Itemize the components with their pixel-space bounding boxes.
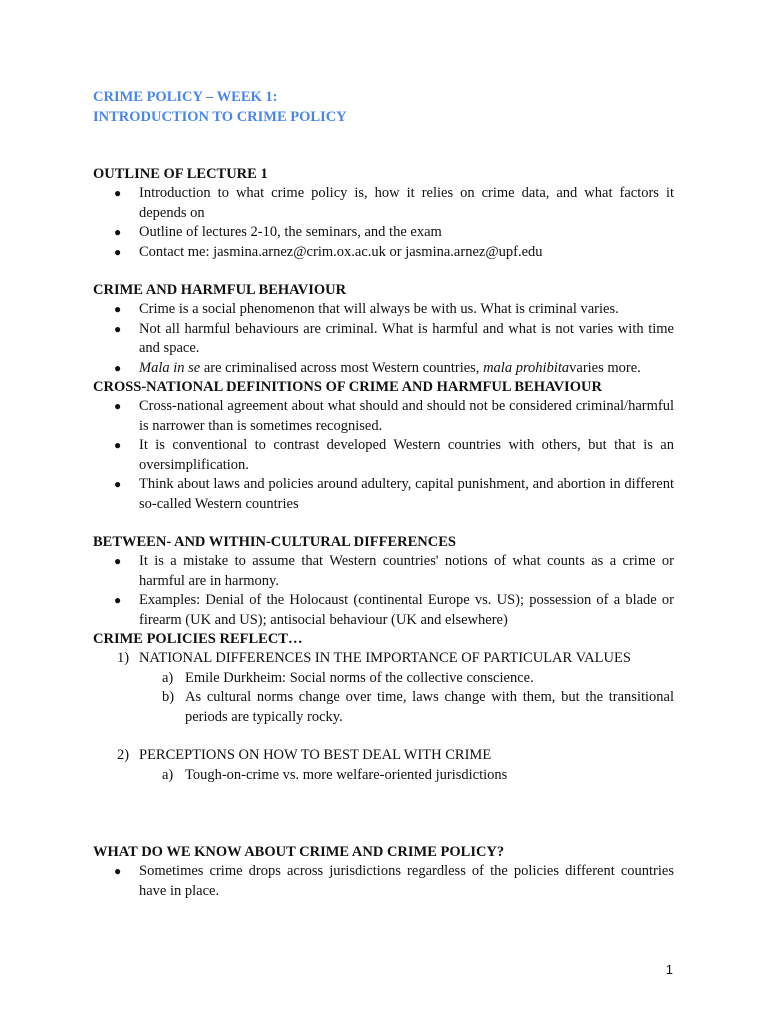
- title-line-2: INTRODUCTION TO CRIME POLICY: [93, 109, 347, 125]
- numbered-item: [93, 746, 674, 766]
- sub-item-text: Emile Durkheim: Social norms of the collective conscience.: [185, 669, 534, 686]
- know-list: [93, 862, 674, 901]
- section-heading-outline: OUTLINE OF LECTURE 1: [93, 166, 268, 182]
- list-item: ● Not all harmful behaviours are criminal. What is harmful and what is not varies with time and space.: [93, 320, 674, 359]
- mala-end-text: varies more.: [569, 359, 641, 376]
- item-text: NATIONAL DIFFERENCES IN THE IMPORTANCE OF PARTICULAR VALUES: [139, 650, 631, 666]
- list-item: ● Cross-national agreement about what should and should not be considered criminal/harmful is narrower than is sometimes recognised.: [93, 397, 674, 436]
- item-number: 2): [117, 747, 130, 763]
- list-item: ● Outline of lectures 2-10, the seminars, and the exam: [93, 223, 674, 243]
- list-item: ● It is a mistake to assume that Western countries' notions of what counts as a crime or harmful are in harmony.: [93, 552, 674, 591]
- section-heading-harmful: CRIME AND HARMFUL BEHAVIOUR: [93, 282, 347, 298]
- mala-mid-text: are criminalised across most Western countries,: [200, 359, 484, 376]
- sub-item: [93, 669, 674, 689]
- list-item: ● Introduction to what crime policy is, how it relies on crime data, and what factors it depends on: [93, 184, 674, 223]
- document-page: [93, 87, 674, 901]
- section-heading-reflect: CRIME POLICIES REFLECT…: [93, 631, 303, 647]
- sub-item-letter: a): [162, 766, 174, 783]
- cross-national-list: [93, 397, 674, 514]
- sub-item-letter: a): [162, 669, 174, 686]
- sub-item: [93, 688, 674, 727]
- item-number: 1): [117, 650, 130, 666]
- harmful-list: [93, 300, 674, 378]
- list-item: ● Crime is a social phenomenon that will always be with us. What is criminal varies.: [93, 300, 674, 320]
- list-item: ● Examples: Denial of the Holocaust (continental Europe vs. US); possession of a blade or firearm (UK and US); antisocial behaviour (UK and elsewhere): [93, 591, 674, 630]
- list-item: ● It is conventional to contrast developed Western countries with others, but that is an oversimplification.: [93, 436, 674, 475]
- sub-item-text: Tough-on-crime vs. more welfare-oriented jurisdictions: [185, 766, 508, 783]
- section-heading-know: WHAT DO WE KNOW ABOUT CRIME AND CRIME POLICY?: [93, 844, 505, 860]
- list-item: ● Think about laws and policies around adultery, capital punishment, and abortion in different so-called Western countries: [93, 475, 674, 514]
- term-mala-prohibita: mala prohibita: [483, 359, 570, 376]
- document-title: [93, 87, 674, 127]
- numbered-item: [93, 649, 674, 669]
- list-item-mala: [93, 359, 674, 379]
- term-mala-in-se: Mala in se: [139, 359, 201, 376]
- item-text: PERCEPTIONS ON HOW TO BEST DEAL WITH CRIME: [139, 747, 492, 763]
- page-number: 1: [665, 962, 673, 977]
- sub-item-text: As cultural norms change over time, laws change with them, but the transitional periods are typically rocky.: [185, 689, 674, 725]
- sub-item-letter: b): [162, 689, 175, 705]
- cultural-list: [93, 552, 674, 630]
- outline-list: [93, 184, 674, 262]
- list-item: ● Sometimes crime drops across jurisdictions regardless of the policies different countries have in place.: [93, 862, 674, 901]
- section-heading-cultural: BETWEEN- AND WITHIN-CULTURAL DIFFERENCES: [93, 534, 456, 550]
- title-line-1: CRIME POLICY – WEEK 1:: [93, 89, 278, 105]
- sub-item: [93, 766, 674, 786]
- section-heading-cross-national: CROSS-NATIONAL DEFINITIONS OF CRIME AND HARMFUL BEHAVIOUR: [93, 379, 602, 395]
- list-item: ● Contact me: jasmina.arnez@crim.ox.ac.uk or jasmina.arnez@upf.edu: [93, 243, 674, 263]
